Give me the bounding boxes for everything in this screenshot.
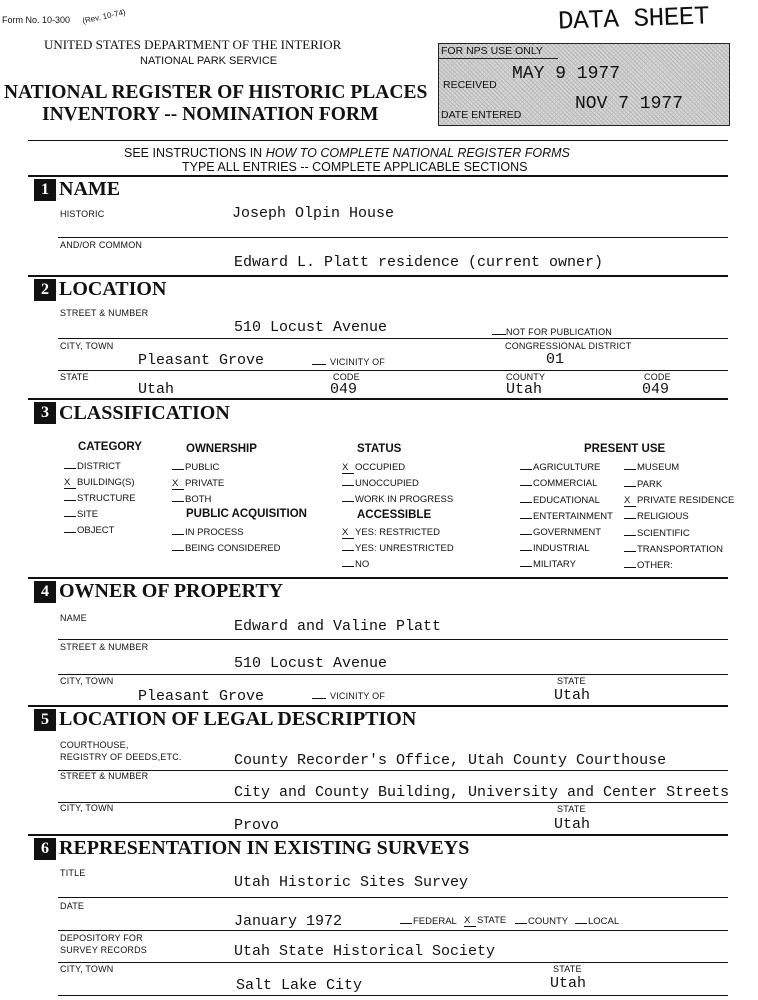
location-code-label: CODE — [333, 372, 360, 382]
checkbox-mark: X — [342, 462, 354, 474]
option-label: EDUCATIONAL — [533, 495, 600, 506]
instructions-line2: TYPE ALL ENTRIES -- COMPLETE APPLICABLE SECTIONS — [182, 160, 528, 174]
survey-local[interactable] — [575, 916, 619, 927]
rule-courthouse — [58, 770, 728, 771]
legal-city-label: CITY, TOWN — [60, 803, 114, 813]
location-vicinity — [312, 357, 385, 367]
location-street-label: STREET & NUMBER — [60, 308, 149, 318]
category-district[interactable] — [64, 461, 121, 472]
location-vicinity-label: VICINITY OF — [330, 357, 386, 367]
section2-rule — [28, 275, 728, 277]
ownership-both[interactable] — [172, 494, 211, 505]
section3-rule — [28, 398, 728, 400]
location-street-field[interactable]: 510 Locust Avenue — [234, 319, 388, 336]
instructions-title: HOW TO COMPLETE NATIONAL REGISTER FORMS — [265, 146, 570, 160]
owner-state-field[interactable]: Utah — [554, 687, 591, 704]
section2-title: LOCATION — [59, 278, 167, 300]
option-label: SCIENTIFIC — [637, 528, 690, 539]
checkbox-mark — [624, 551, 636, 552]
survey-title-field[interactable]: Utah Historic Sites Survey — [234, 874, 469, 891]
checkbox-mark — [515, 923, 527, 924]
rule-owner-name — [58, 639, 728, 640]
depository-label-2: SURVEY RECORDS — [60, 945, 147, 955]
section6-rule — [28, 834, 728, 836]
option-label: BEING CONSIDERED — [185, 543, 281, 554]
category-heading: CATEGORY — [78, 441, 142, 453]
checkbox-mark — [520, 485, 532, 486]
option-label: RELIGIOUS — [637, 511, 689, 522]
option-label: WORK IN PROGRESS — [355, 494, 454, 505]
use-agriculture[interactable] — [520, 462, 600, 473]
survey-state-field[interactable]: Utah — [550, 975, 587, 992]
owner-city-field[interactable]: Pleasant Grove — [138, 688, 265, 705]
common-name-field[interactable]: Edward L. Platt residence (current owner) — [234, 254, 604, 271]
checkbox-mark — [400, 923, 412, 924]
status-work-in-progress[interactable] — [342, 494, 453, 505]
instructions-prefix: SEE INSTRUCTIONS IN — [124, 146, 266, 160]
checkbox-mark — [520, 469, 532, 470]
owner-name-label: NAME — [60, 613, 87, 623]
checkbox-mark — [342, 485, 354, 486]
courthouse-label-2: REGISTRY OF DEEDS,ETC. — [60, 752, 182, 762]
checkbox-mark — [520, 534, 532, 535]
checkbox-mark: X — [624, 495, 636, 507]
option-label: PUBLIC — [185, 462, 220, 473]
option-label: GOVERNMENT — [533, 527, 602, 538]
use-military[interactable] — [520, 559, 576, 570]
county-code-field[interactable]: 049 — [642, 381, 670, 398]
instructions-line1 — [124, 146, 570, 160]
checkbox-mark: X — [64, 477, 76, 489]
option-label: OTHER: — [637, 560, 673, 571]
form-title-line1: NATIONAL REGISTER OF HISTORIC PLACES — [4, 82, 428, 103]
checkbox-mark — [342, 550, 354, 551]
use-commercial[interactable] — [520, 478, 597, 489]
legal-state-label: STATE — [557, 804, 586, 814]
data-sheet-stamp: DATA SHEET — [557, 1, 710, 37]
checkbox-mark — [624, 567, 636, 568]
checkbox-mark — [172, 469, 184, 470]
use-private-residence[interactable] — [624, 495, 734, 507]
not-for-publication — [492, 327, 612, 337]
rule-location-city — [58, 370, 728, 371]
depository-field[interactable]: Utah State Historical Society — [234, 943, 496, 960]
historic-name-field[interactable]: Joseph Olpin House — [232, 205, 395, 222]
checkbox-mark — [520, 550, 532, 551]
header-rule — [28, 140, 728, 141]
ownership-heading: OWNERSHIP — [186, 443, 257, 455]
use-other[interactable] — [624, 560, 673, 571]
section3-number: 3 — [34, 402, 56, 424]
section3-title: CLASSIFICATION — [59, 402, 230, 424]
rule-survey-title — [58, 897, 728, 898]
section1-title: NAME — [59, 178, 121, 200]
checkbox-mark — [172, 501, 184, 502]
checkbox-mark: X — [464, 915, 476, 927]
accessible-yes-restricted[interactable] — [342, 527, 440, 539]
ownership-public[interactable] — [172, 462, 219, 473]
checkbox-mark — [64, 516, 76, 517]
location-city-field[interactable]: Pleasant Grove — [138, 352, 265, 369]
option-label: LOCAL — [588, 916, 620, 927]
checkbox-mark — [520, 502, 532, 503]
option-label: PRIVATE — [185, 478, 225, 489]
option-label: TRANSPORTATION — [637, 544, 724, 555]
historic-label: HISTORIC — [60, 209, 105, 219]
use-industrial[interactable] — [520, 543, 589, 554]
public-acquisition-heading: PUBLIC ACQUISITION — [186, 508, 307, 520]
checkbox-mark — [624, 469, 636, 470]
county-field[interactable]: Utah — [506, 381, 543, 398]
use-government[interactable] — [520, 527, 601, 538]
acquisition-being-considered[interactable] — [172, 543, 281, 554]
use-museum[interactable] — [624, 462, 679, 473]
checkbox-mark — [64, 468, 76, 469]
rule-historic — [58, 237, 728, 238]
category-site[interactable] — [64, 509, 98, 520]
option-label: PRIVATE RESIDENCE — [637, 495, 735, 506]
checkbox-mark — [624, 535, 636, 536]
location-state-label: STATE — [60, 372, 89, 382]
section4-rule — [28, 577, 728, 579]
accessible-heading: ACCESSIBLE — [357, 509, 432, 521]
checkbox-mark — [172, 550, 184, 551]
option-label: COMMERCIAL — [533, 478, 598, 489]
rule-depository — [58, 962, 728, 963]
owner-state-label: STATE — [557, 676, 586, 686]
depository-label-1: DEPOSITORY FOR — [60, 933, 143, 943]
checkbox-mark — [575, 923, 587, 924]
checkbox-mark — [172, 534, 184, 535]
section5-number: 5 — [34, 709, 56, 731]
ownership-private[interactable] — [172, 478, 224, 490]
legal-city-field[interactable]: Provo — [234, 817, 280, 834]
nps-use-label: FOR NPS USE ONLY — [441, 45, 543, 57]
section4-title: OWNER OF PROPERTY — [59, 580, 284, 602]
use-religious[interactable] — [624, 511, 689, 522]
option-label: BUILDING(S) — [77, 477, 135, 488]
use-transportation[interactable] — [624, 544, 723, 555]
location-code-field[interactable]: 049 — [330, 381, 358, 398]
checkbox-mark — [520, 566, 532, 567]
survey-city-field[interactable]: Salt Lake City — [236, 977, 363, 994]
common-label: AND/OR COMMON — [60, 240, 143, 250]
option-label: AGRICULTURE — [533, 462, 601, 473]
legal-street-field[interactable]: City and County Building, University and Center Streets — [234, 784, 730, 801]
present-use-heading: PRESENT USE — [584, 443, 666, 455]
use-park[interactable] — [624, 479, 662, 490]
status-occupied[interactable] — [342, 462, 405, 474]
category-buildings[interactable] — [64, 477, 135, 489]
category-object[interactable] — [64, 525, 114, 536]
option-label: NO — [355, 559, 370, 570]
section2-number: 2 — [34, 279, 56, 301]
county-label: COUNTY — [506, 372, 546, 382]
location-state-field[interactable]: Utah — [138, 381, 175, 398]
courthouse-label-1: COURTHOUSE, — [60, 740, 129, 750]
option-label: YES: RESTRICTED — [355, 527, 440, 538]
owner-city-label: CITY, TOWN — [60, 676, 114, 686]
option-label: MILITARY — [533, 559, 576, 570]
congressional-district-label: CONGRESSIONAL DISTRICT — [505, 341, 632, 351]
survey-state-label: STATE — [553, 964, 582, 974]
option-label: SITE — [77, 509, 99, 520]
section1-number: 1 — [34, 179, 56, 201]
owner-vicinity-label: VICINITY OF — [330, 691, 386, 701]
option-label: FEDERAL — [413, 916, 457, 927]
form-revision: (Rev. 10-74) — [81, 7, 127, 26]
received-date: MAY 9 1977 — [512, 64, 621, 84]
status-unoccupied[interactable] — [342, 478, 419, 489]
use-educational[interactable] — [520, 495, 600, 506]
date-entered-value: NOV 7 1977 — [575, 94, 684, 114]
category-structure[interactable] — [64, 493, 136, 504]
accessible-no[interactable] — [342, 559, 369, 570]
form-number: Form No. 10-300 — [2, 15, 71, 25]
acquisition-in-process[interactable] — [172, 527, 244, 538]
rule-location-street — [58, 338, 728, 339]
checkbox-mark — [624, 518, 636, 519]
option-label: INDUSTRIAL — [533, 543, 590, 554]
checkbox-mark: X — [172, 478, 184, 490]
checkbox-mark — [64, 532, 76, 533]
option-label: ENTERTAINMENT — [533, 511, 613, 522]
checkbox-mark — [342, 566, 354, 567]
not-for-publication-label: NOT FOR PUBLICATION — [506, 327, 612, 337]
checkbox-mark — [64, 500, 76, 501]
option-label: DISTRICT — [77, 461, 121, 472]
survey-federal[interactable] — [400, 916, 457, 927]
option-label: MUSEUM — [637, 462, 680, 473]
owner-street-field[interactable]: 510 Locust Avenue — [234, 655, 388, 672]
option-label: STATE — [477, 915, 507, 926]
received-label: RECEIVED — [443, 79, 497, 91]
option-label: STRUCTURE — [77, 493, 136, 504]
option-label: BOTH — [185, 494, 212, 505]
bottom-rule — [58, 995, 728, 996]
legal-state-field[interactable]: Utah — [554, 816, 591, 833]
survey-state[interactable] — [464, 915, 506, 927]
service-name: NATIONAL PARK SERVICE — [140, 55, 278, 67]
option-label: COUNTY — [528, 916, 569, 927]
checkbox-mark — [342, 501, 354, 502]
owner-street-label: STREET & NUMBER — [60, 642, 149, 652]
county-code-label: CODE — [644, 372, 671, 382]
status-heading: STATUS — [357, 443, 402, 455]
section5-title: LOCATION OF LEGAL DESCRIPTION — [59, 708, 417, 730]
checkbox-mark — [520, 518, 532, 519]
nps-divider-1 — [438, 58, 558, 59]
option-label: OCCUPIED — [355, 462, 406, 473]
use-entertainment[interactable] — [520, 511, 613, 522]
survey-title-label: TITLE — [60, 868, 86, 878]
rule-survey-date — [58, 930, 728, 931]
section6-number: 6 — [34, 838, 56, 860]
courthouse-field[interactable]: County Recorder's Office, Utah County Courthouse — [234, 752, 667, 769]
rule-legal-street — [58, 802, 728, 803]
owner-name-field[interactable]: Edward and Valine Platt — [234, 618, 442, 635]
form-title-line2: INVENTORY -- NOMINATION FORM — [42, 104, 379, 125]
survey-date-field[interactable]: January 1972 — [234, 913, 343, 930]
option-label: UNOCCUPIED — [355, 478, 419, 489]
congressional-district-field[interactable]: 01 — [546, 351, 565, 368]
checkbox-mark: X — [342, 527, 354, 539]
option-label: PARK — [637, 479, 663, 490]
option-label: YES: UNRESTRICTED — [355, 543, 454, 554]
survey-date-label: DATE — [60, 901, 85, 911]
option-label: OBJECT — [77, 525, 115, 536]
location-city-label: CITY, TOWN — [60, 341, 114, 351]
section1-rule — [28, 175, 728, 177]
option-label: IN PROCESS — [185, 527, 244, 538]
checkbox-mark — [624, 486, 636, 487]
survey-county[interactable] — [515, 916, 568, 927]
rule-owner-street — [58, 674, 728, 675]
legal-street-label: STREET & NUMBER — [60, 771, 149, 781]
owner-vicinity — [312, 691, 385, 701]
department-name: UNITED STATES DEPARTMENT OF THE INTERIOR — [44, 37, 342, 52]
use-scientific[interactable] — [624, 528, 690, 539]
section6-title: REPRESENTATION IN EXISTING SURVEYS — [59, 837, 470, 859]
date-entered-label: DATE ENTERED — [441, 109, 522, 121]
survey-city-label: CITY, TOWN — [60, 964, 114, 974]
section5-rule — [28, 705, 728, 707]
section4-number: 4 — [34, 581, 56, 603]
accessible-yes-unrestricted[interactable] — [342, 543, 454, 554]
